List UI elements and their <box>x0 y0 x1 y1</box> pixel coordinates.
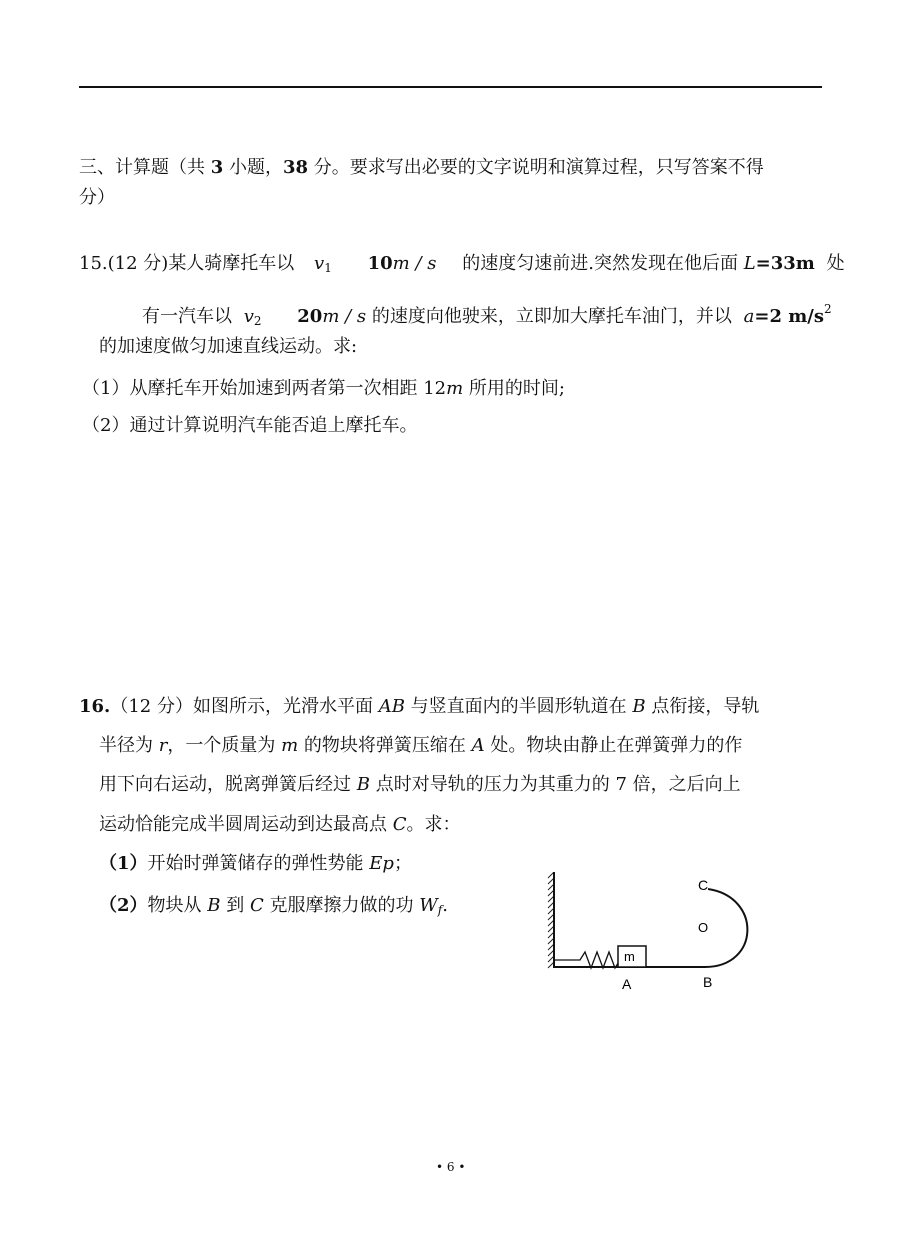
page-number: • 6 • <box>436 1160 466 1174</box>
q15-part1: （1）从摩托车开始加速到两者第一次相距 12m 所用的时间; <box>82 378 565 399</box>
q16-part1: （1）开始时弹簧储存的弹性势能 Ep； <box>99 853 412 874</box>
label-C: C <box>698 877 709 893</box>
section-heading-cont: 分） <box>79 187 115 208</box>
label-O: O <box>698 920 709 935</box>
semicircle-track <box>705 889 747 967</box>
q15-line3: 的加速度做匀加速直线运动。求: <box>99 336 358 357</box>
q15-part2: （2）通过计算说明汽车能否追上摩托车。 <box>82 415 418 436</box>
track-diagram <box>540 872 770 1002</box>
q16-line4: 运动恰能完成半圆周运动到达最高点 C。求： <box>99 814 461 835</box>
section-heading: 三、计算题（共 3 小题，38 分。要求写出必要的文字说明和演算过程，只写答案不得 <box>79 157 764 178</box>
q16-line2: 半径为 r，一个质量为 m 的物块将弹簧压缩在 A 处。物块由静止在弹簧弹力的作 <box>99 735 743 756</box>
q16-line1: 16.（12 分）如图所示，光滑水平面 AB 与竖直面内的半圆形轨道在 B 点衔接，导轨 <box>79 696 760 717</box>
label-B: B <box>703 974 713 990</box>
q15-line1: 15.(12 分)某人骑摩托车以 $v_1$ 10m / s 的速度匀速前进.突然发现在他后面 L=33m 处 <box>79 253 845 275</box>
q16-line3: 用下向右运动，脱离弹簧后经过 B 点时对导轨的压力为其重力的 7 倍，之后向上 <box>99 774 741 795</box>
label-A: A <box>622 976 632 992</box>
q16-part2: （2）物块从 B 到 C 克服摩擦力做的功 $W_f$. <box>99 895 448 917</box>
spring <box>554 952 625 968</box>
block-label: m <box>624 949 635 964</box>
q15-line2: 有一汽车以 $v_2$ 20m / s 的速度向他驶来，立即加大摩托车油门，并以 a=2 $m/s^2$ <box>142 302 832 328</box>
header-rule <box>79 86 822 88</box>
